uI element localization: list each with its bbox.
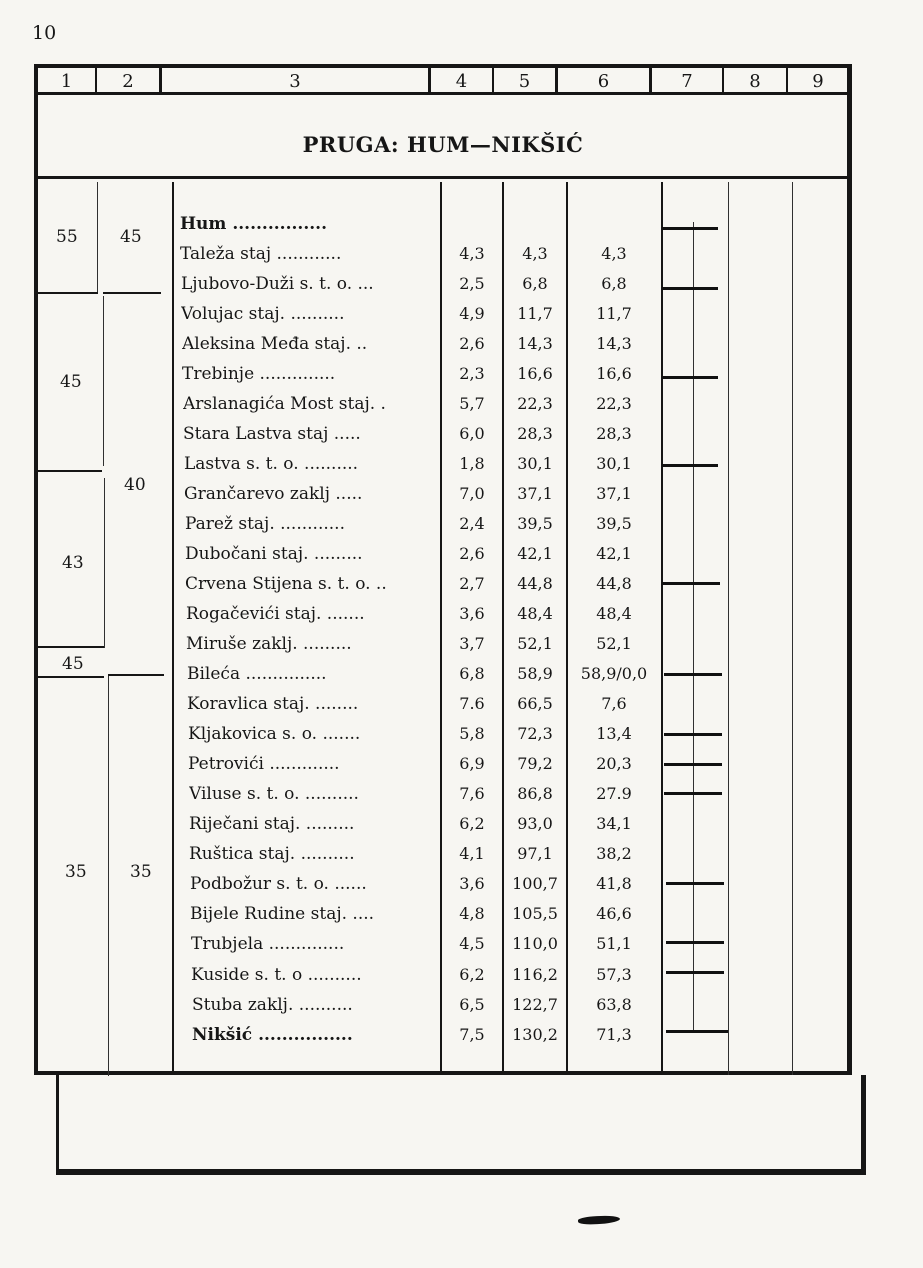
section-distance: 16,6: [596, 364, 632, 383]
segment-distance: 5,8: [459, 724, 485, 743]
table-row: [0, 664, 923, 694]
cumulative-distance: 110,0: [512, 934, 558, 953]
col1-group-value: 35: [65, 862, 87, 882]
table-row: [0, 874, 923, 904]
segment-distance: 7,0: [459, 484, 485, 503]
segment-distance: 2,4: [459, 514, 485, 533]
section-distance: 27.9: [596, 784, 632, 803]
section-distance: 38,2: [596, 844, 632, 863]
segment-distance: 4,9: [459, 304, 485, 323]
cumulative-distance: 130,2: [512, 1025, 558, 1044]
column-number-8: 8: [749, 71, 761, 92]
title-separator: [36, 176, 850, 179]
column-number-5: 5: [518, 71, 531, 92]
section-distance: 39,5: [596, 514, 632, 533]
column-number-7: 7: [681, 71, 693, 92]
cumulative-distance: 22,3: [517, 394, 553, 413]
segment-distance: 6,2: [459, 814, 485, 833]
segment-distance: 4,8: [459, 904, 485, 923]
segment-distance: 6,5: [459, 995, 485, 1014]
station-name: Riječani staj. .........: [189, 814, 355, 834]
cumulative-distance: 72,3: [517, 724, 553, 743]
section-distance: 48,4: [596, 604, 632, 623]
column-number-6: 6: [597, 71, 610, 92]
col2-group-value: 45: [120, 227, 142, 247]
table-row: [0, 934, 923, 964]
table-row: [0, 364, 923, 394]
station-name: Viluse s. t. o. ..........: [189, 784, 359, 804]
station-name: Lastva s. t. o. ..........: [184, 454, 359, 474]
cumulative-distance: 52,1: [517, 634, 553, 653]
column-number-2: 2: [122, 71, 134, 92]
station-name: Nikšić ................: [192, 1025, 353, 1045]
col2-group-value: 35: [130, 862, 152, 882]
segment-distance: 6,0: [459, 424, 485, 443]
station-name: Parež staj. ............: [185, 514, 345, 534]
page-title: PRUGA: HUM—NIKŠIĆ: [302, 132, 584, 157]
table-row: [0, 1025, 923, 1055]
cumulative-distance: 116,2: [512, 965, 558, 984]
station-name: Hum ................: [180, 214, 328, 234]
section-distance: 58,9/0,0: [580, 664, 648, 683]
cumulative-distance: 28,3: [517, 424, 553, 443]
segment-distance: 4,1: [459, 844, 485, 863]
segment-distance: 7,6: [459, 784, 485, 803]
section-distance: 7,6: [601, 694, 627, 713]
station-name: Dubočani staj. .........: [185, 544, 363, 564]
station-name: Kljakovica s. o. .......: [188, 724, 361, 744]
cumulative-distance: 11,7: [517, 304, 553, 323]
section-distance: 42,1: [596, 544, 632, 563]
segment-distance: 6,9: [459, 754, 485, 773]
table-row: [0, 694, 923, 724]
section-distance: 28,3: [596, 424, 632, 443]
table-row: [0, 754, 923, 784]
cumulative-distance: 14,3: [517, 334, 553, 353]
ink-blot-icon: [578, 1215, 620, 1226]
section-distance: 4,3: [601, 244, 627, 263]
segment-distance: 6,8: [459, 664, 485, 683]
station-name: Volujac staj. ..........: [181, 304, 345, 324]
station-name: Aleksina Međa staj. ..: [182, 334, 368, 354]
station-name: Kuside s. t. o ..........: [191, 965, 362, 985]
table-row: [0, 844, 923, 874]
station-name: Rogačevići staj. .......: [186, 604, 365, 624]
cumulative-distance: 100,7: [512, 874, 558, 893]
section-distance: 37,1: [596, 484, 632, 503]
segment-distance: 3,7: [459, 634, 485, 653]
section-distance: 63,8: [596, 995, 632, 1014]
column-number-9: 9: [812, 71, 824, 92]
segment-distance: 4,5: [459, 934, 485, 953]
table-row: [0, 304, 923, 334]
segment-distance: 3,6: [459, 874, 485, 893]
table-row: [0, 904, 923, 934]
column-number-3: 3: [289, 71, 301, 92]
segment-distance: 3,6: [459, 604, 485, 623]
station-name: Crvena Stijena s. t. o. ..: [185, 574, 387, 594]
station-name: Bijele Rudine staj. ....: [190, 904, 375, 924]
segment-distance: 2,3: [459, 364, 485, 383]
section-distance: 11,7: [596, 304, 632, 323]
table-row: [0, 604, 923, 634]
cumulative-distance: 6,8: [522, 274, 548, 293]
table-row: [0, 514, 923, 544]
cumulative-distance: 93,0: [517, 814, 553, 833]
station-name: Bileća ...............: [187, 664, 327, 684]
cumulative-distance: 44,8: [517, 574, 553, 593]
station-name: Petrovići .............: [188, 754, 340, 774]
segment-distance: 5,7: [459, 394, 485, 413]
col1-group-value: 45: [62, 654, 84, 674]
cumulative-distance: 39,5: [517, 514, 553, 533]
cumulative-distance: 37,1: [517, 484, 553, 503]
section-distance: 44,8: [596, 574, 632, 593]
station-name: Stuba zaklj. ..........: [192, 995, 353, 1015]
cumulative-distance: 66,5: [517, 694, 553, 713]
table-row: [0, 784, 923, 814]
table-row: [0, 574, 923, 604]
col2-group-value: 40: [124, 475, 146, 495]
cumulative-distance: 58,9: [517, 664, 553, 683]
section-distance: 34,1: [596, 814, 632, 833]
cumulative-distance: 122,7: [512, 995, 558, 1014]
header-separator: [36, 92, 850, 95]
table-row: [0, 814, 923, 844]
station-name: Miruše zaklj. .........: [186, 634, 352, 654]
section-distance: 57,3: [596, 965, 632, 984]
cumulative-distance: 16,6: [517, 364, 553, 383]
segment-distance: 7,5: [459, 1025, 485, 1044]
segment-distance: 2,6: [459, 334, 485, 353]
segment-distance: 2,7: [459, 574, 485, 593]
table-row: [0, 724, 923, 754]
station-name: Taleža staj ............: [180, 244, 342, 264]
station-name: Grančarevo zaklj .....: [184, 484, 363, 504]
cumulative-distance: 30,1: [517, 454, 553, 473]
table-row: [0, 995, 923, 1025]
table-row: [0, 544, 923, 574]
station-name: Ruštica staj. ..........: [189, 844, 355, 864]
table-row: [0, 424, 923, 454]
table-row: [0, 214, 923, 244]
cumulative-distance: 42,1: [517, 544, 553, 563]
table-row: [0, 965, 923, 995]
cumulative-distance: 79,2: [517, 754, 553, 773]
col1-group-value: 55: [56, 227, 78, 247]
segment-distance: 2,6: [459, 544, 485, 563]
station-name: Ljubovo-Duži s. t. o. ...: [181, 274, 374, 294]
section-distance: 14,3: [596, 334, 632, 353]
table-row: [0, 634, 923, 664]
segment-distance: 6,2: [459, 965, 485, 984]
col1-group-value: 45: [60, 372, 82, 392]
cumulative-distance: 48,4: [517, 604, 553, 623]
table-row: [0, 244, 923, 274]
segment-distance: 2,5: [459, 274, 485, 293]
station-name: Stara Lastva staj .....: [183, 424, 361, 444]
cumulative-distance: 86,8: [517, 784, 553, 803]
page-number: 10: [32, 22, 57, 44]
column-number-4: 4: [455, 71, 468, 92]
table-row: [0, 274, 923, 304]
station-name: Trebinje ..............: [182, 364, 336, 384]
section-distance: 46,6: [596, 904, 632, 923]
table-row: [0, 334, 923, 364]
table-bottom-frame: [56, 1075, 866, 1175]
section-distance: 52,1: [596, 634, 632, 653]
segment-distance: 4,3: [459, 244, 485, 263]
segment-distance: 1,8: [459, 454, 485, 473]
station-name: Podbožur s. t. o. ......: [190, 874, 367, 894]
station-name: Arslanagića Most staj. .: [183, 394, 386, 414]
section-distance: 71,3: [596, 1025, 632, 1044]
section-distance: 51,1: [596, 934, 632, 953]
table-row: [0, 484, 923, 514]
section-distance: 30,1: [596, 454, 632, 473]
table-row: [0, 454, 923, 484]
station-name: Trubjela ..............: [191, 934, 345, 954]
cumulative-distance: 105,5: [512, 904, 558, 923]
section-distance: 13,4: [596, 724, 632, 743]
cumulative-distance: 97,1: [517, 844, 553, 863]
col1-group-value: 43: [62, 553, 84, 573]
section-distance: 20,3: [596, 754, 632, 773]
section-distance: 22,3: [596, 394, 632, 413]
table-row: [0, 394, 923, 424]
segment-distance: 7.6: [459, 694, 485, 713]
column-number-1: 1: [60, 71, 73, 92]
section-distance: 6,8: [601, 274, 627, 293]
cumulative-distance: 4,3: [522, 244, 548, 263]
station-name: Koravlica staj. ........: [187, 694, 359, 714]
section-distance: 41,8: [596, 874, 632, 893]
